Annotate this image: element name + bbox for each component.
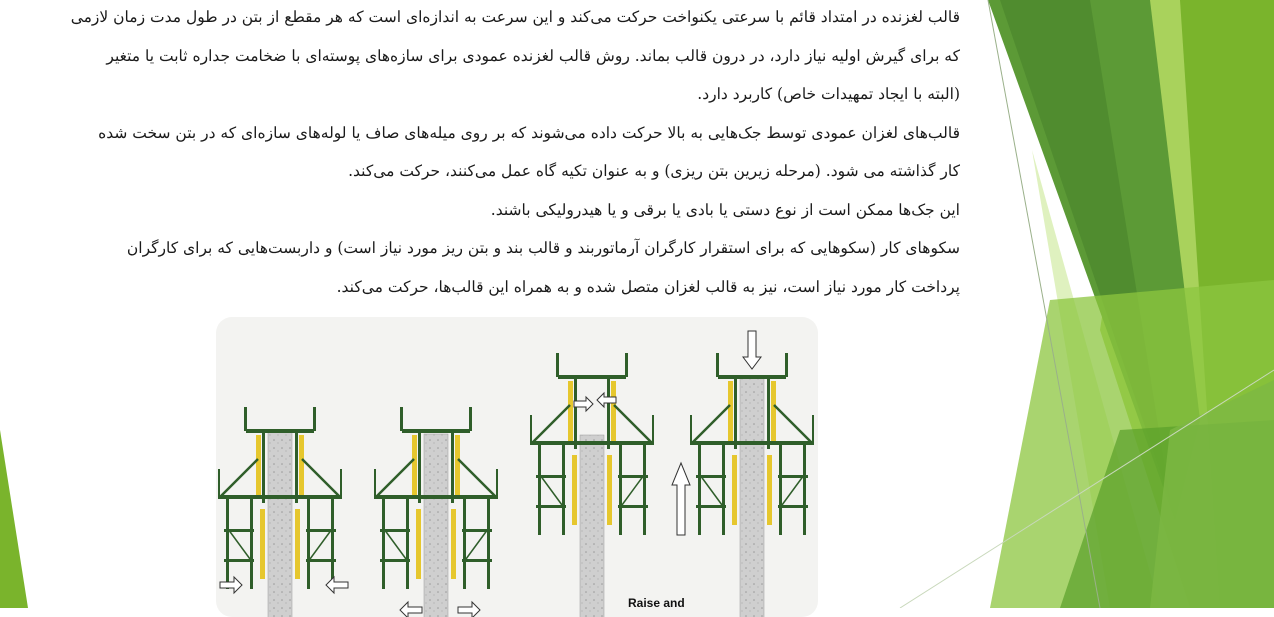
slipform-stage-4 [690, 331, 814, 617]
paragraph-4 [60, 229, 960, 306]
facet-left-sliver [0, 430, 28, 608]
body-text [60, 0, 960, 306]
paragraph-3-line-1: این جک‌ها ممکن است از نوع دستی یا بادی یا برقی و یا هیدرولیکی باشند. [490, 200, 960, 219]
paragraph-4-line-2: پرداخت کار مورد نیاز است، نیز به قالب لغزان متصل شده و به همراه این قالب‌ها، حرکت می‌کند. [336, 277, 960, 296]
paragraph-1 [60, 0, 960, 114]
slipform-stage-3 [530, 353, 690, 617]
paragraph-1-line-2: که برای گیرش اولیه نیاز دارد، در درون قالب بماند. روش قالب لغزنده عمودی برای سازه‌های پوسته‌ای با ضخامت جداره ثابت یا متغیر [106, 46, 960, 65]
slipform-diagram [216, 317, 818, 617]
paragraph-1-line-3: (البته با ایجاد تمهیدات خاص) کاربرد دارد. [697, 85, 960, 103]
slipform-diagram-svg [216, 317, 818, 617]
slipform-stage-2 [374, 407, 498, 617]
paragraph-2-line-2: کار گذاشته می شود. (مرحله زیرین بتن ریزی) و به عنوان تکیه گاه عمل می‌کنند، حرکت می‌کند. [348, 162, 960, 180]
paragraph-2 [60, 114, 960, 191]
paragraph-3 [60, 191, 960, 230]
slipform-stage-1 [218, 407, 348, 617]
raise-label: Raise and [628, 596, 685, 610]
paragraph-1-line-1: قالب لغزنده در امتداد قائم با سرعتی یکنواخت حرکت می‌کند و این سرعت به اندازه‌ای است که هر مقطع از بتن در طول مدت زمان لازمی [70, 8, 960, 26]
paragraph-2-line-1: قالب‌های لغزان عمودی توسط جک‌هایی به بالا حرکت داده می‌شوند که بر روی میله‌های صاف یا لوله‌های سازه‌ای که در بتن سخت شده [98, 123, 960, 142]
paragraph-4-line-1: سکوهای کار (سکوهایی که برای استقرار کارگران آرماتوربند و قالب بند و بتن ریز مورد نیاز است) و داربست‌هایی که برای کارگران [126, 239, 960, 257]
